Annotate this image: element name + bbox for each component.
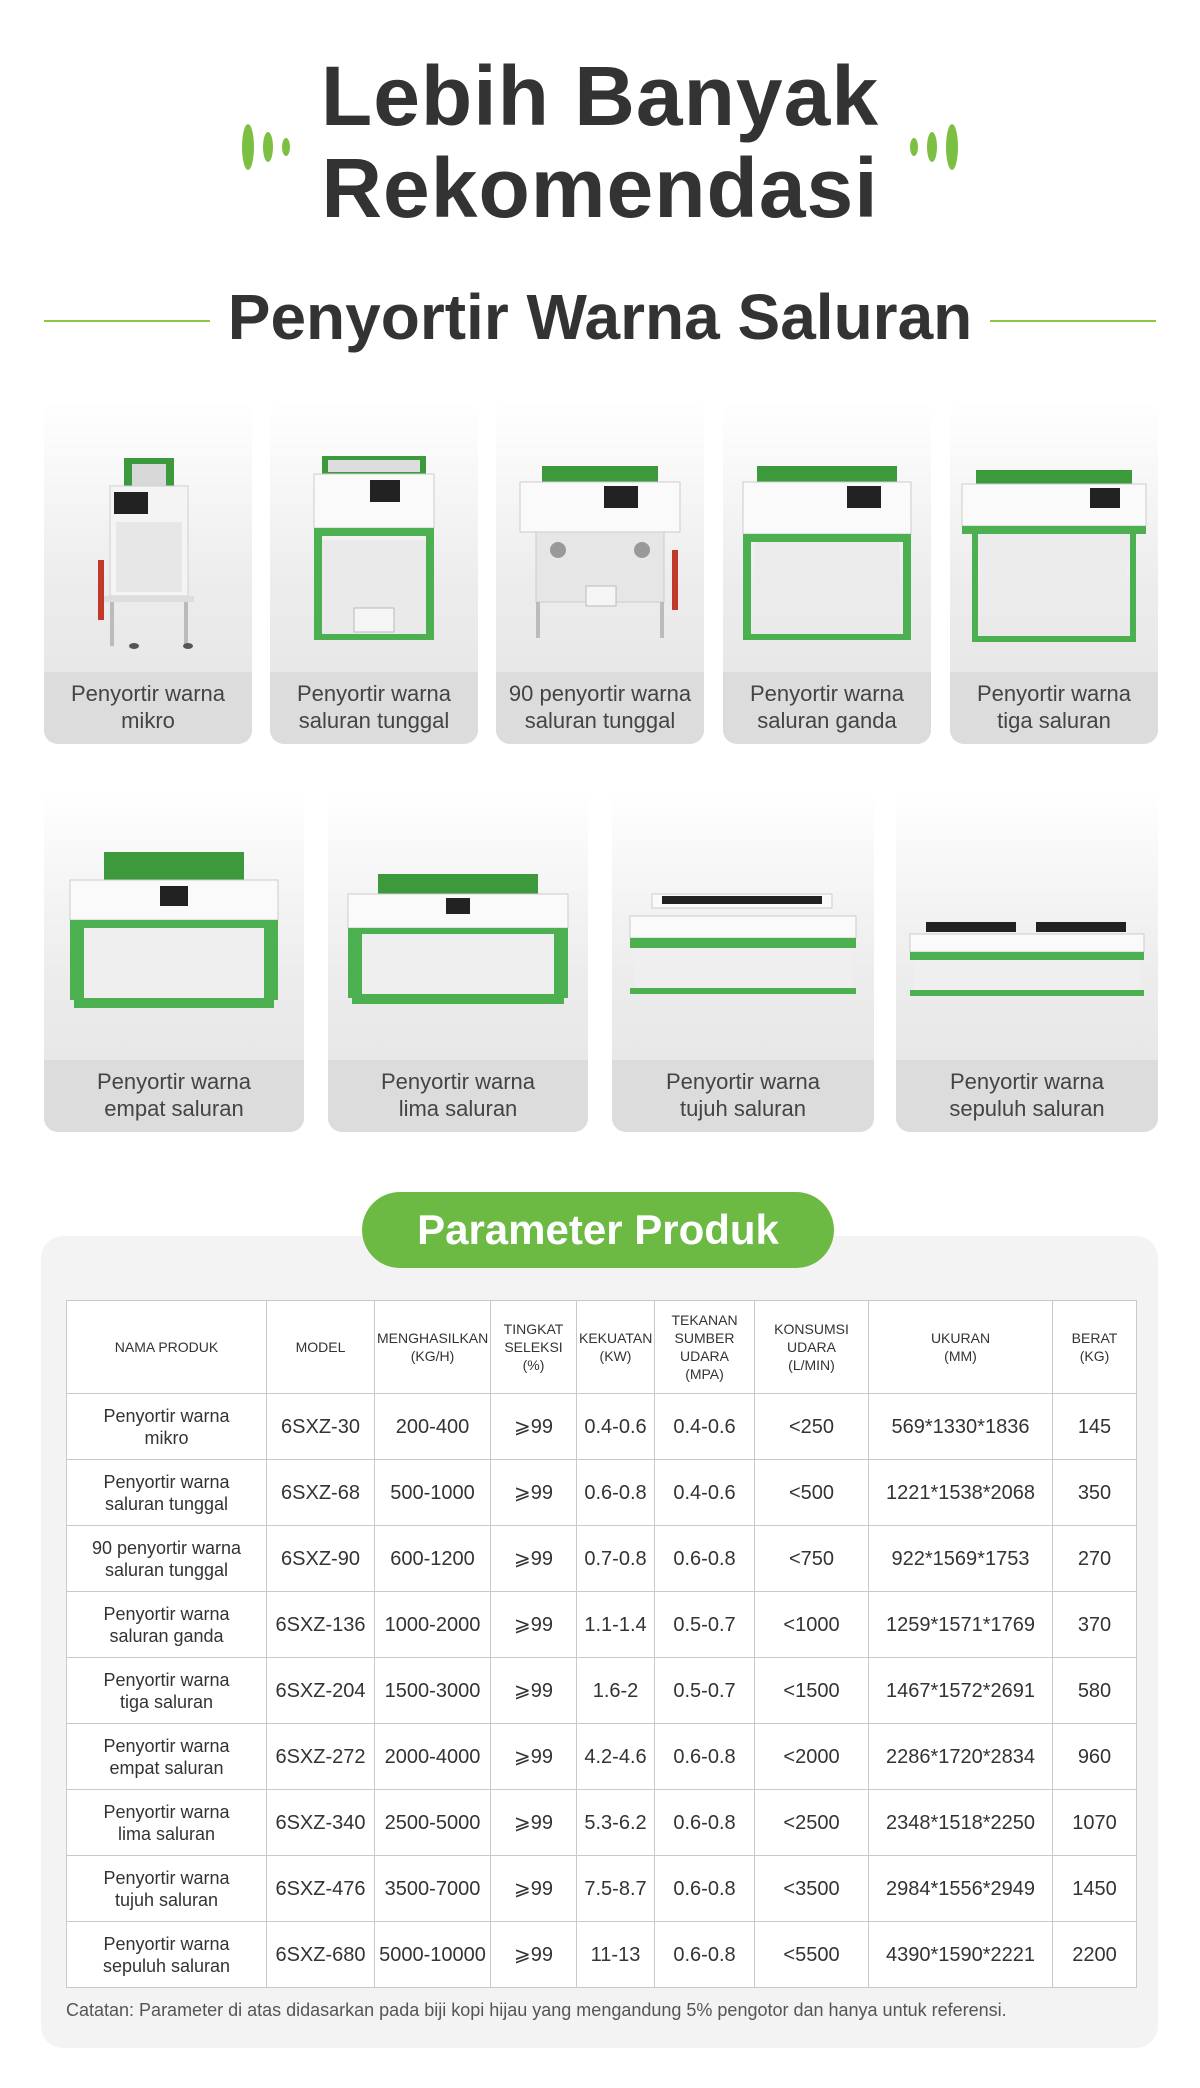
size-cell: 4390*1590*2221 [869,1922,1053,1988]
power-cell: 0.7-0.8 [577,1526,655,1592]
power-cell: 5.3-6.2 [577,1790,655,1856]
weight-cell: 350 [1053,1460,1137,1526]
air-cell: <1500 [755,1658,869,1724]
product-label: Penyortir warna lima saluran [328,1060,588,1132]
model-cell: 6SXZ-30 [267,1394,375,1460]
product-name-cell: Penyortir warna saluran tunggal [67,1460,267,1526]
model-cell: 6SXZ-340 [267,1790,375,1856]
table-row [67,1856,1137,1922]
product-image-single-channel [270,400,478,672]
rate-cell: ⩾99 [491,1592,577,1658]
product-card-five-channel[interactable] [328,788,588,1132]
air-cell: <2500 [755,1790,869,1856]
product-image-five-channel [328,788,588,1060]
product-image-seven-channel [612,788,874,1060]
output-cell: 1500-3000 [375,1658,491,1724]
weight-cell: 1070 [1053,1790,1137,1856]
rate-cell: ⩾99 [491,1394,577,1460]
product-image-double-channel [723,400,931,672]
weight-cell: 1450 [1053,1856,1137,1922]
page-title-line1: Lebih Banyak [320,49,880,143]
model-cell: 6SXZ-680 [267,1922,375,1988]
product-card-micro[interactable] [44,400,252,744]
pressure-cell: 0.6-0.8 [655,1790,755,1856]
product-image-ten-channel [896,788,1158,1060]
column-header: KONSUMSI UDARA (L/MIN) [755,1301,869,1394]
product-name-cell: Penyortir warna sepuluh saluran [67,1922,267,1988]
power-cell: 4.2-4.6 [577,1724,655,1790]
product-card-single-channel[interactable] [270,400,478,744]
rate-cell: ⩾99 [491,1856,577,1922]
output-cell: 200-400 [375,1394,491,1460]
rate-cell: ⩾99 [491,1460,577,1526]
size-cell: 2286*1720*2834 [869,1724,1053,1790]
product-card-four-channel[interactable] [44,788,304,1132]
power-cell: 1.6-2 [577,1658,655,1724]
product-label: 90 penyortir warna saluran tunggal [496,672,704,744]
column-header: BERAT (KG) [1053,1301,1137,1394]
air-cell: <1000 [755,1592,869,1658]
product-label: Penyortir warna mikro [44,672,252,744]
column-header: NAMA PRODUK [67,1301,267,1394]
section-title: Penyortir Warna Saluran [227,281,973,353]
column-header: KEKUATAN (KW) [577,1301,655,1394]
air-cell: <500 [755,1460,869,1526]
table-row [67,1790,1137,1856]
product-label: Penyortir warna empat saluran [44,1060,304,1132]
parameter-table [66,1300,1137,1988]
product-card-double-channel[interactable] [723,400,931,744]
pressure-cell: 0.6-0.8 [655,1922,755,1988]
product-image-90-single-channel [496,400,704,672]
table-row [67,1394,1137,1460]
product-card-90-single-channel[interactable] [496,400,704,744]
output-cell: 2500-5000 [375,1790,491,1856]
rate-cell: ⩾99 [491,1922,577,1988]
page-title [0,50,1200,234]
product-label: Penyortir warna tiga saluran [950,672,1158,744]
column-header: MENGHASILKAN (KG/H) [375,1301,491,1394]
size-cell: 1467*1572*2691 [869,1658,1053,1724]
column-header: UKURAN (MM) [869,1301,1053,1394]
product-name-cell: Penyortir warna tiga saluran [67,1658,267,1724]
product-card-ten-channel[interactable] [896,788,1158,1132]
weight-cell: 370 [1053,1592,1137,1658]
product-name-cell: 90 penyortir warna saluran tunggal [67,1526,267,1592]
product-name-cell: Penyortir warna tujuh saluran [67,1856,267,1922]
product-image-four-channel [44,788,304,1060]
air-cell: <250 [755,1394,869,1460]
power-cell: 0.6-0.8 [577,1460,655,1526]
pressure-cell: 0.6-0.8 [655,1724,755,1790]
power-cell: 0.4-0.6 [577,1394,655,1460]
model-cell: 6SXZ-136 [267,1592,375,1658]
model-cell: 6SXZ-476 [267,1856,375,1922]
product-label: Penyortir warna tujuh saluran [612,1060,874,1132]
table-row [67,1592,1137,1658]
power-cell: 7.5-8.7 [577,1856,655,1922]
air-cell: <2000 [755,1724,869,1790]
pressure-cell: 0.5-0.7 [655,1658,755,1724]
output-cell: 5000-10000 [375,1922,491,1988]
product-card-three-channel[interactable] [950,400,1158,744]
model-cell: 6SXZ-204 [267,1658,375,1724]
product-name-cell: Penyortir warna mikro [67,1394,267,1460]
footnote: Catatan: Parameter di atas didasarkan pada biji kopi hijau yang mengandung 5% pengotor dan hanya untuk referensi. [66,2000,1007,2020]
air-cell: <750 [755,1526,869,1592]
size-cell: 2984*1556*2949 [869,1856,1053,1922]
output-cell: 1000-2000 [375,1592,491,1658]
model-cell: 6SXZ-68 [267,1460,375,1526]
divider-right [990,320,1156,322]
product-image-micro [44,400,252,672]
pressure-cell: 0.4-0.6 [655,1460,755,1526]
weight-cell: 2200 [1053,1922,1137,1988]
model-cell: 6SXZ-272 [267,1724,375,1790]
power-cell: 1.1-1.4 [577,1592,655,1658]
rate-cell: ⩾99 [491,1658,577,1724]
column-header: MODEL [267,1301,375,1394]
product-name-cell: Penyortir warna lima saluran [67,1790,267,1856]
sound-wave-right-icon [904,122,960,172]
pressure-cell: 0.6-0.8 [655,1856,755,1922]
output-cell: 3500-7000 [375,1856,491,1922]
product-name-cell: Penyortir warna saluran ganda [67,1592,267,1658]
product-name-cell: Penyortir warna empat saluran [67,1724,267,1790]
pressure-cell: 0.5-0.7 [655,1592,755,1658]
size-cell: 569*1330*1836 [869,1394,1053,1460]
rate-cell: ⩾99 [491,1724,577,1790]
product-label: Penyortir warna saluran tunggal [270,672,478,744]
column-header: TINGKAT SELEKSI (%) [491,1301,577,1394]
weight-cell: 960 [1053,1724,1137,1790]
page-title-line2: Rekomendasi [321,141,879,235]
air-cell: <3500 [755,1856,869,1922]
output-cell: 500-1000 [375,1460,491,1526]
weight-cell: 270 [1053,1526,1137,1592]
table-row [67,1922,1137,1988]
parameter-title: Parameter Produk [362,1192,834,1268]
sound-wave-left-icon [240,122,296,172]
rate-cell: ⩾99 [491,1526,577,1592]
size-cell: 922*1569*1753 [869,1526,1053,1592]
product-label: Penyortir warna saluran ganda [723,672,931,744]
air-cell: <5500 [755,1922,869,1988]
size-cell: 2348*1518*2250 [869,1790,1053,1856]
table-header-row [67,1301,1137,1394]
rate-cell: ⩾99 [491,1790,577,1856]
table-row [67,1526,1137,1592]
table-row [67,1460,1137,1526]
weight-cell: 580 [1053,1658,1137,1724]
product-label: Penyortir warna sepuluh saluran [896,1060,1158,1132]
product-card-seven-channel[interactable] [612,788,874,1132]
pressure-cell: 0.4-0.6 [655,1394,755,1460]
weight-cell: 145 [1053,1394,1137,1460]
table-row [67,1724,1137,1790]
pressure-cell: 0.6-0.8 [655,1526,755,1592]
column-header: TEKANAN SUMBER UDARA (MPA) [655,1301,755,1394]
power-cell: 11-13 [577,1922,655,1988]
size-cell: 1221*1538*2068 [869,1460,1053,1526]
output-cell: 2000-4000 [375,1724,491,1790]
output-cell: 600-1200 [375,1526,491,1592]
size-cell: 1259*1571*1769 [869,1592,1053,1658]
model-cell: 6SXZ-90 [267,1526,375,1592]
table-row [67,1658,1137,1724]
product-image-three-channel [950,400,1158,672]
